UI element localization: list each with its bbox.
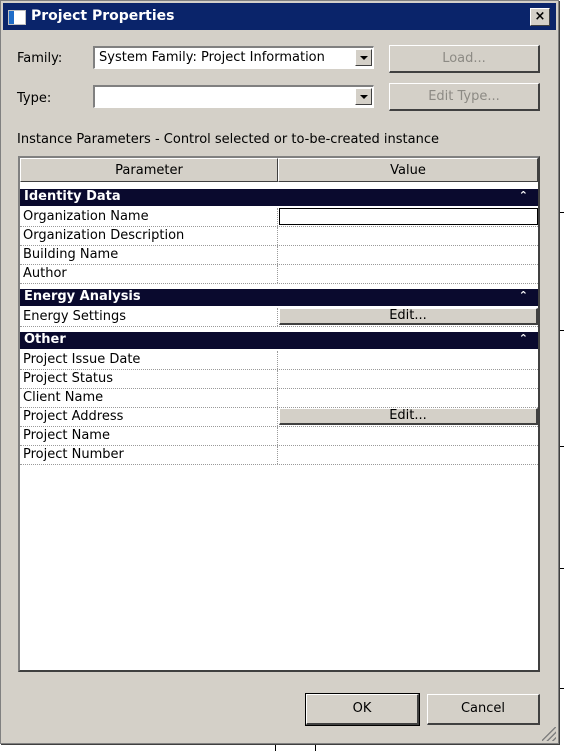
edit-type-button[interactable]: Edit Type... bbox=[389, 83, 540, 111]
param-row[interactable] bbox=[20, 227, 538, 246]
param-name: Building Name bbox=[20, 246, 278, 264]
param-value-cell[interactable] bbox=[278, 408, 538, 426]
param-row[interactable] bbox=[20, 389, 538, 408]
type-dropdown[interactable] bbox=[93, 85, 374, 108]
param-name: Project Number bbox=[20, 446, 278, 464]
ok-button[interactable]: OK bbox=[306, 694, 419, 725]
instance-parameters-caption: Instance Parameters - Control selected or to-be-created instance bbox=[17, 132, 439, 147]
project-address-edit-button[interactable]: Edit... bbox=[279, 408, 538, 425]
param-name: Project Issue Date bbox=[20, 351, 278, 369]
column-header-value[interactable]: Value bbox=[278, 158, 538, 182]
param-name: Author bbox=[20, 265, 278, 283]
param-name: Project Name bbox=[20, 427, 278, 445]
param-row[interactable] bbox=[20, 308, 538, 327]
param-value-cell[interactable] bbox=[278, 246, 538, 264]
param-name: Energy Settings bbox=[20, 308, 278, 326]
param-row[interactable] bbox=[20, 208, 538, 227]
collapse-icon[interactable]: ⌃ bbox=[518, 289, 528, 302]
param-name: Client Name bbox=[20, 389, 278, 407]
cancel-button[interactable]: Cancel bbox=[427, 694, 540, 725]
organization-name-input[interactable] bbox=[279, 208, 538, 225]
group-title: Other bbox=[24, 332, 66, 347]
param-value-cell[interactable] bbox=[278, 427, 538, 445]
type-label: Type: bbox=[17, 91, 52, 106]
collapse-icon[interactable]: ⌃ bbox=[518, 189, 528, 202]
group-title: Energy Analysis bbox=[24, 289, 141, 304]
param-value-cell[interactable] bbox=[278, 446, 538, 464]
window-app-icon bbox=[8, 10, 26, 25]
grid-header bbox=[20, 158, 538, 182]
param-value-cell[interactable] bbox=[278, 227, 538, 245]
param-row[interactable] bbox=[20, 370, 538, 389]
param-value-cell[interactable] bbox=[278, 351, 538, 369]
energy-settings-edit-button[interactable]: Edit... bbox=[279, 308, 538, 325]
title-bar[interactable] bbox=[3, 3, 556, 30]
param-row[interactable] bbox=[20, 446, 538, 465]
chevron-down-icon[interactable] bbox=[355, 49, 372, 66]
param-row[interactable] bbox=[20, 408, 538, 427]
family-label: Family: bbox=[17, 51, 63, 66]
param-value-cell[interactable] bbox=[278, 370, 538, 388]
param-name: Organization Name bbox=[20, 208, 278, 226]
properties-grid[interactable] bbox=[18, 156, 540, 672]
window-title: Project Properties bbox=[31, 8, 175, 24]
group-header-identity-data[interactable] bbox=[20, 189, 538, 206]
param-row[interactable] bbox=[20, 265, 538, 284]
column-header-parameter[interactable]: Parameter bbox=[20, 158, 278, 182]
param-name: Project Address bbox=[20, 408, 278, 426]
param-value-cell[interactable] bbox=[278, 265, 538, 283]
param-row[interactable] bbox=[20, 351, 538, 370]
family-value: System Family: Project Information bbox=[99, 50, 325, 65]
load-button[interactable]: Load... bbox=[389, 45, 540, 73]
group-title: Identity Data bbox=[24, 189, 121, 204]
param-row[interactable] bbox=[20, 427, 538, 446]
group-header-other[interactable] bbox=[20, 332, 538, 349]
chevron-down-icon[interactable] bbox=[355, 88, 372, 105]
param-name: Project Status bbox=[20, 370, 278, 388]
group-header-energy-analysis[interactable] bbox=[20, 289, 538, 306]
resize-grip[interactable] bbox=[542, 727, 556, 741]
param-value-cell[interactable] bbox=[278, 308, 538, 326]
param-row[interactable] bbox=[20, 246, 538, 265]
close-button[interactable]: × bbox=[530, 8, 550, 26]
param-name: Organization Description bbox=[20, 227, 278, 245]
family-dropdown[interactable] bbox=[93, 46, 374, 69]
param-value-cell[interactable] bbox=[278, 389, 538, 407]
param-value-cell[interactable] bbox=[278, 208, 538, 226]
collapse-icon[interactable]: ⌃ bbox=[518, 332, 528, 345]
